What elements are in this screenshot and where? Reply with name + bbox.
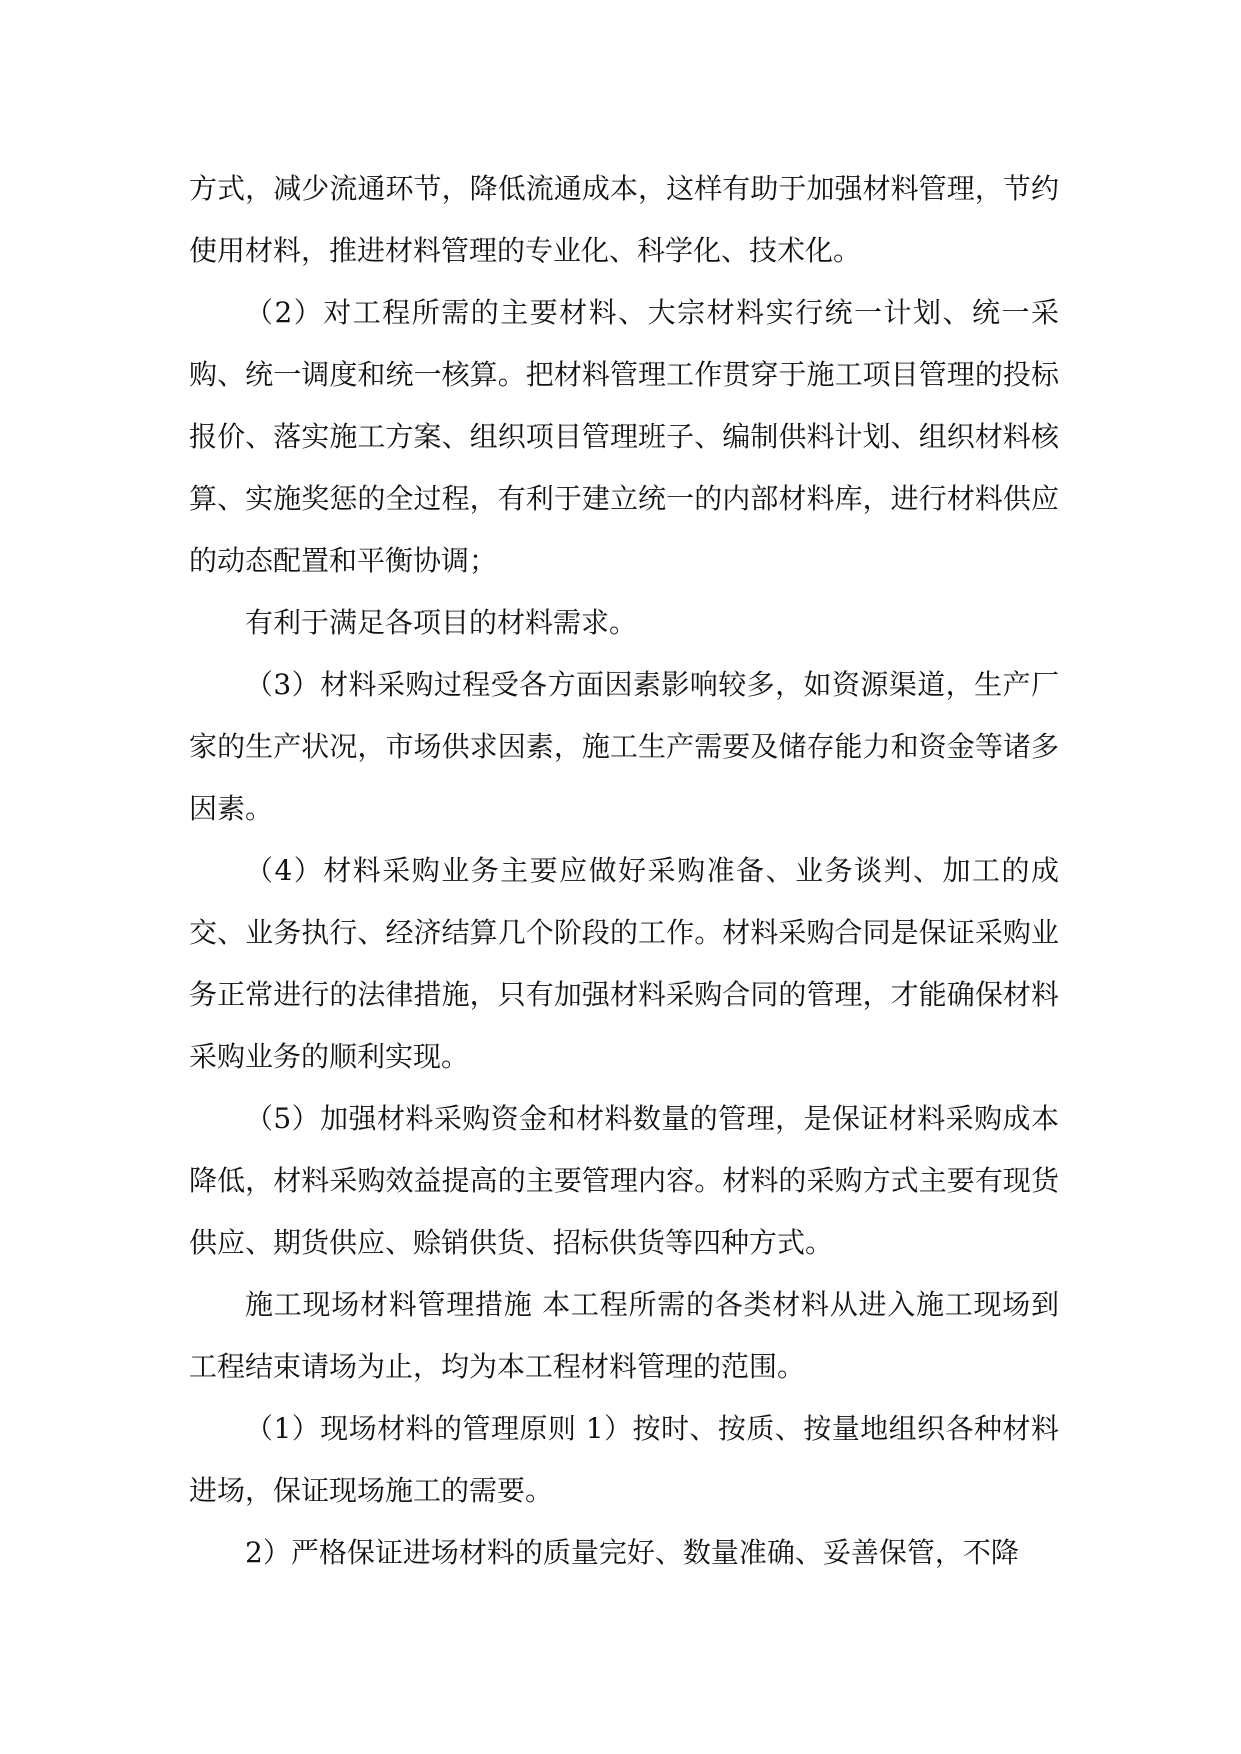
paragraph-item-4: （4）材料采购业务主要应做好采购准备、业务谈判、加工的成交、业务执行、经济结算几个阶段的工作。材料采购合同是保证采购业务正常进行的法律措施，只有加强材料采购合同的管理，才能确保材料采购业务的顺利实现。 [189, 854, 1059, 1073]
paragraph-item-5: （5）加强材料采购资金和材料数量的管理，是保证材料采购成本降低，材料采购效益提高的主要管理内容。材料的采购方式主要有现货供应、期货供应、赊销供货、招标供货等四种方式。 [189, 1102, 1059, 1259]
paragraph-item-3: （3）材料采购过程受各方面因素影响较多，如资源渠道，生产厂家的生产状况，市场供求因素，施工生产需要及储存能力和资金等诸多因素。 [189, 668, 1059, 825]
paragraph-item-2: （2）对工程所需的主要材料、大宗材料实行统一计划、统一采购、统一调度和统一核算。把材料管理工作贯穿于施工项目管理的投标报价、落实施工方案、组织项目管理班子、编制供料计划、组织材料核算、实施奖惩的全过程，有利于建立统一的内部材料库，进行材料供应的动态配置和平衡协调； [189, 296, 1059, 577]
paragraph-site-principle-2: 2）严格保证进场材料的质量完好、数量准确、妥善保管，不降 [245, 1536, 1019, 1569]
paragraph-site-principle-1: （1）现场材料的管理原则 1）按时、按质、按量地组织各种材料进场，保证现场施工的需要。 [189, 1412, 1059, 1507]
paragraph-item-2-cont: 有利于满足各项目的材料需求。 [245, 606, 638, 639]
document-body [189, 158, 1059, 1584]
paragraph-continuation: 方式，减少流通环节，降低流通成本，这样有助于加强材料管理，节约使用材料，推进材料管理的专业化、科学化、技术化。 [189, 172, 1059, 267]
paragraph-site-management: 施工现场材料管理措施 本工程所需的各类材料从进入施工现场到工程结束请场为止，均为本工程材料管理的范围。 [189, 1288, 1059, 1383]
